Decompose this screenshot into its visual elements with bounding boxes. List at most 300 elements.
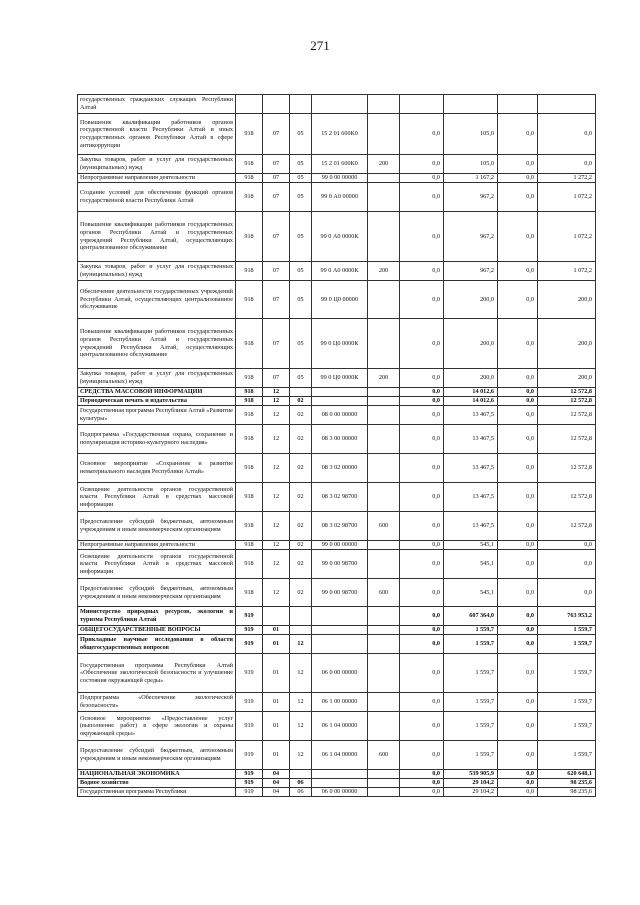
table-row — [78, 550, 596, 579]
row-subsection: 12 — [290, 712, 312, 741]
row-expense-type — [368, 425, 400, 454]
row-name: Непрограммные направления деятельности — [78, 541, 236, 550]
row-amount-4: 1 559,7 — [538, 741, 596, 770]
row-grbs: 919 — [236, 770, 263, 779]
row-section: 12 — [263, 406, 290, 425]
row-amount-2: 13 467,5 — [444, 483, 498, 512]
row-section: 07 — [263, 183, 290, 212]
row-grbs: 918 — [236, 212, 263, 262]
row-amount-4: 12 572,8 — [538, 512, 596, 541]
row-amount-1: 0,0 — [400, 114, 444, 155]
row-amount-1: 0,0 — [400, 712, 444, 741]
table-row — [78, 512, 596, 541]
row-target-article: 99 0 Ц0 0000К — [312, 369, 368, 388]
row-name: Повышение квалификации работников государственных органов Республики Алтай и государственных учреждений Республики Алтай, осуществляющих централизованное обслуживание — [78, 319, 236, 369]
row-expense-type — [368, 319, 400, 369]
row-name: Основное мероприятие «Сохранение и развитие нематериального наследия Республики Алтай» — [78, 454, 236, 483]
row-amount-2: 29 104,2 — [444, 779, 498, 788]
row-amount-3: 0,0 — [498, 281, 538, 319]
row-grbs: 919 — [236, 779, 263, 788]
row-amount-1: 0,0 — [400, 262, 444, 281]
row-section: 01 — [263, 626, 290, 635]
row-amount-2: 13 467,5 — [444, 425, 498, 454]
row-target-article: 99 0 А0 0000К — [312, 212, 368, 262]
row-amount-2: 200,0 — [444, 369, 498, 388]
row-amount-1: 0,0 — [400, 654, 444, 693]
row-amount-2: 14 012,6 — [444, 397, 498, 406]
row-amount-4: 1 559,7 — [538, 712, 596, 741]
row-expense-type — [368, 635, 400, 654]
row-target-article — [312, 626, 368, 635]
row-amount-1: 0,0 — [400, 626, 444, 635]
row-amount-1: 0,0 — [400, 550, 444, 579]
table-row — [78, 579, 596, 607]
row-grbs: 918 — [236, 388, 263, 397]
row-expense-type — [368, 454, 400, 483]
row-expense-type: 600 — [368, 741, 400, 770]
row-amount-1: 0,0 — [400, 369, 444, 388]
row-amount-3: 0,0 — [498, 406, 538, 425]
row-section: 07 — [263, 174, 290, 183]
row-subsection: 05 — [290, 183, 312, 212]
row-target-article: 99 0 Ц0 0000К — [312, 319, 368, 369]
row-amount-3: 0,0 — [498, 425, 538, 454]
row-subsection: 02 — [290, 483, 312, 512]
row-amount-3: 0,0 — [498, 212, 538, 262]
row-target-article: 08 0 00 00000 — [312, 406, 368, 425]
row-name: Создание условий для обеспечения функций органов государственной власти Республики Алтай — [78, 183, 236, 212]
row-target-article: 15 2 01 600К0 — [312, 155, 368, 174]
row-amount-4: 620 648,1 — [538, 770, 596, 779]
row-amount-1: 0,0 — [400, 741, 444, 770]
row-name: Обеспечение деятельности государственных учреждений Республики Алтай, осуществляющих централизованное обслуживание — [78, 281, 236, 319]
table-row — [78, 114, 596, 155]
row-expense-type — [368, 483, 400, 512]
table-row — [78, 425, 596, 454]
row-amount-2: 1 559,7 — [444, 712, 498, 741]
row-subsection: 05 — [290, 174, 312, 183]
row-subsection: 12 — [290, 693, 312, 712]
row-amount-3: 0,0 — [498, 770, 538, 779]
row-name: Государственная программа Республики — [78, 788, 236, 797]
row-amount-1: 0,0 — [400, 541, 444, 550]
row-section: 12 — [263, 483, 290, 512]
table-row — [78, 454, 596, 483]
row-amount-1: 0,0 — [400, 779, 444, 788]
row-subsection: 02 — [290, 397, 312, 406]
row-amount-1: 0,0 — [400, 512, 444, 541]
row-grbs: 918 — [236, 550, 263, 579]
row-target-article: 99 0 А0 0000К — [312, 262, 368, 281]
row-name: Предоставление субсидий бюджетным, автономным учреждениям и иным некоммерческим организациям — [78, 741, 236, 770]
table-row — [78, 693, 596, 712]
row-expense-type — [368, 607, 400, 626]
row-amount-3: 0,0 — [498, 626, 538, 635]
row-name: Закупка товаров, работ и услуг для государственных (муниципальных) нужд — [78, 155, 236, 174]
row-grbs: 918 — [236, 155, 263, 174]
row-amount-4: 12 572,8 — [538, 425, 596, 454]
table-row — [78, 183, 596, 212]
row-subsection: 05 — [290, 369, 312, 388]
row-amount-3: 0,0 — [498, 550, 538, 579]
row-subsection: 05 — [290, 319, 312, 369]
row-amount-2: 13 467,5 — [444, 512, 498, 541]
row-subsection: 02 — [290, 579, 312, 607]
row-amount-1: 0,0 — [400, 397, 444, 406]
table-row — [78, 388, 596, 397]
row-amount-2: 105,0 — [444, 155, 498, 174]
row-subsection — [290, 626, 312, 635]
row-section: 12 — [263, 541, 290, 550]
row-grbs: 918 — [236, 406, 263, 425]
row-amount-1: 0,0 — [400, 579, 444, 607]
row-target-article: 99 0 А0 00000 — [312, 183, 368, 212]
row-name: Закупка товаров, работ и услуг для государственных (муниципальных) нужд — [78, 262, 236, 281]
row-expense-type — [368, 712, 400, 741]
table-row — [78, 262, 596, 281]
table-row — [78, 712, 596, 741]
row-grbs: 918 — [236, 425, 263, 454]
row-name: Основное мероприятие «Предоставление услуг (выполнение работ) в сфере экологии и охраны окружающей среды» — [78, 712, 236, 741]
row-amount-3: 0,0 — [498, 319, 538, 369]
row-target-article: 08 3 02 98700 — [312, 483, 368, 512]
row-section — [263, 95, 290, 114]
row-amount-1: 0,0 — [400, 388, 444, 397]
row-expense-type: 600 — [368, 512, 400, 541]
row-amount-4: 1 559,7 — [538, 635, 596, 654]
row-amount-4: 12 572,8 — [538, 406, 596, 425]
table-row — [78, 741, 596, 770]
row-amount-2: 545,1 — [444, 550, 498, 579]
row-name: Прикладные научные исследования в области общегосударственных вопросов — [78, 635, 236, 654]
row-amount-2: 1 559,7 — [444, 654, 498, 693]
row-amount-4: 1 272,2 — [538, 174, 596, 183]
row-section: 07 — [263, 369, 290, 388]
row-amount-1: 0,0 — [400, 155, 444, 174]
row-grbs: 918 — [236, 483, 263, 512]
row-subsection: 12 — [290, 741, 312, 770]
row-subsection — [290, 388, 312, 397]
row-section: 04 — [263, 779, 290, 788]
row-expense-type: 200 — [368, 262, 400, 281]
row-subsection — [290, 607, 312, 626]
row-target-article — [312, 388, 368, 397]
row-grbs: 918 — [236, 369, 263, 388]
row-amount-3: 0,0 — [498, 454, 538, 483]
table-row — [78, 155, 596, 174]
row-amount-4 — [538, 95, 596, 114]
row-amount-3: 0,0 — [498, 635, 538, 654]
row-grbs: 919 — [236, 741, 263, 770]
row-grbs: 918 — [236, 281, 263, 319]
row-amount-2: 29 104,2 — [444, 788, 498, 797]
row-name: Подпрограмма «Обеспечение экологической безопасности» — [78, 693, 236, 712]
row-name: государственных гражданских служащих Республики Алтай — [78, 95, 236, 114]
row-amount-4: 0,0 — [538, 114, 596, 155]
row-expense-type — [368, 406, 400, 425]
table-row — [78, 406, 596, 425]
row-expense-type — [368, 779, 400, 788]
row-subsection — [290, 770, 312, 779]
row-section: 01 — [263, 654, 290, 693]
row-amount-1: 0,0 — [400, 281, 444, 319]
row-grbs: 918 — [236, 114, 263, 155]
table-row — [78, 779, 596, 788]
row-amount-2: 200,0 — [444, 319, 498, 369]
row-section: 01 — [263, 635, 290, 654]
table-row — [78, 397, 596, 406]
row-name: Повышение квалификации работников органов государственной власти Республики Алтай и иных государственных органов Республики Алтай в сфере антикоррупции — [78, 114, 236, 155]
row-amount-2: 13 467,5 — [444, 406, 498, 425]
row-name: Государственная программа Республики Алтай «Развитие культуры» — [78, 406, 236, 425]
table-row — [78, 626, 596, 635]
row-amount-3: 0,0 — [498, 741, 538, 770]
row-amount-4: 12 572,8 — [538, 483, 596, 512]
row-expense-type: 600 — [368, 579, 400, 607]
table-row — [78, 369, 596, 388]
row-amount-4: 763 953,2 — [538, 607, 596, 626]
row-amount-4: 200,0 — [538, 281, 596, 319]
row-amount-1: 0,0 — [400, 183, 444, 212]
row-amount-3: 0,0 — [498, 174, 538, 183]
row-section: 12 — [263, 425, 290, 454]
row-expense-type: 200 — [368, 155, 400, 174]
row-expense-type — [368, 541, 400, 550]
row-expense-type — [368, 212, 400, 262]
row-section: 01 — [263, 693, 290, 712]
row-target-article — [312, 770, 368, 779]
table-row — [78, 788, 596, 797]
row-section: 07 — [263, 319, 290, 369]
row-grbs: 918 — [236, 397, 263, 406]
row-target-article — [312, 635, 368, 654]
row-amount-1: 0,0 — [400, 635, 444, 654]
row-amount-2: 545,1 — [444, 541, 498, 550]
row-name: Периодическая печать и издательства — [78, 397, 236, 406]
row-expense-type — [368, 397, 400, 406]
table-row — [78, 319, 596, 369]
row-amount-2: 14 012,6 — [444, 388, 498, 397]
row-subsection: 05 — [290, 212, 312, 262]
budget-table — [77, 94, 596, 797]
row-amount-3: 0,0 — [498, 155, 538, 174]
row-amount-1: 0,0 — [400, 425, 444, 454]
row-amount-4: 98 235,6 — [538, 788, 596, 797]
row-subsection: 06 — [290, 788, 312, 797]
row-grbs: 919 — [236, 626, 263, 635]
table-row — [78, 635, 596, 654]
row-target-article: 06 1 04 00000 — [312, 712, 368, 741]
row-amount-3: 0,0 — [498, 397, 538, 406]
row-grbs — [236, 95, 263, 114]
row-name: Государственная программа Республики Алтай «Обеспечение экологической безопасности и улучшение состояния окружающей среды» — [78, 654, 236, 693]
row-expense-type — [368, 114, 400, 155]
row-amount-1: 0,0 — [400, 788, 444, 797]
row-amount-4: 0,0 — [538, 579, 596, 607]
row-name: Предоставление субсидий бюджетным, автономным учреждениям и иным некоммерческим организациям — [78, 579, 236, 607]
row-subsection: 05 — [290, 262, 312, 281]
row-grbs: 919 — [236, 607, 263, 626]
row-target-article — [312, 779, 368, 788]
row-section: 12 — [263, 512, 290, 541]
row-expense-type — [368, 95, 400, 114]
row-amount-3: 0,0 — [498, 512, 538, 541]
row-section: 07 — [263, 155, 290, 174]
row-expense-type — [368, 183, 400, 212]
row-name: НАЦИОНАЛЬНАЯ ЭКОНОМИКА — [78, 770, 236, 779]
row-amount-1: 0,0 — [400, 770, 444, 779]
row-target-article: 15 2 01 600К0 — [312, 114, 368, 155]
row-target-article: 08 3 02 98700 — [312, 512, 368, 541]
row-subsection: 02 — [290, 425, 312, 454]
row-amount-4: 1 559,7 — [538, 693, 596, 712]
row-amount-2: 1 559,7 — [444, 693, 498, 712]
row-target-article: 08 3 02 00000 — [312, 454, 368, 483]
row-amount-2: 967,2 — [444, 183, 498, 212]
row-target-article: 08 3 00 00000 — [312, 425, 368, 454]
row-section: 04 — [263, 770, 290, 779]
row-section: 07 — [263, 262, 290, 281]
row-amount-4: 1 072,2 — [538, 262, 596, 281]
row-amount-3: 0,0 — [498, 183, 538, 212]
row-grbs: 918 — [236, 319, 263, 369]
row-amount-4: 1 559,7 — [538, 626, 596, 635]
row-subsection: 02 — [290, 550, 312, 579]
row-amount-3: 0,0 — [498, 654, 538, 693]
row-section: 07 — [263, 212, 290, 262]
row-target-article — [312, 397, 368, 406]
page-number: 271 — [310, 38, 330, 53]
row-section: 12 — [263, 397, 290, 406]
row-amount-2: 607 364,0 — [444, 607, 498, 626]
row-expense-type — [368, 174, 400, 183]
table-row — [78, 541, 596, 550]
row-amount-4: 12 572,8 — [538, 454, 596, 483]
row-target-article: 99 0 00 98700 — [312, 550, 368, 579]
row-amount-1: 0,0 — [400, 174, 444, 183]
row-subsection: 06 — [290, 779, 312, 788]
row-amount-3: 0,0 — [498, 712, 538, 741]
row-name: Непрограммные направления деятельности — [78, 174, 236, 183]
row-grbs: 919 — [236, 788, 263, 797]
row-target-article: 99 0 00 98700 — [312, 579, 368, 607]
row-amount-3: 0,0 — [498, 541, 538, 550]
row-expense-type — [368, 626, 400, 635]
row-section: 07 — [263, 281, 290, 319]
row-amount-1: 0,0 — [400, 607, 444, 626]
row-amount-1: 0,0 — [400, 319, 444, 369]
row-target-article: 06 0 00 00000 — [312, 788, 368, 797]
row-name: Повышение квалификации работников государственных органов Республики Алтай и государственных учреждений Республики Алтай, осуществляющих централизованное обслуживание — [78, 212, 236, 262]
row-grbs: 918 — [236, 579, 263, 607]
row-amount-3: 0,0 — [498, 483, 538, 512]
row-section: 12 — [263, 579, 290, 607]
row-amount-4: 1 072,2 — [538, 212, 596, 262]
row-grbs: 919 — [236, 654, 263, 693]
row-amount-1: 0,0 — [400, 212, 444, 262]
row-amount-2: 13 467,5 — [444, 454, 498, 483]
table-row — [78, 212, 596, 262]
row-name: Освещение деятельности органов государственной власти Республики Алтай в средствах массовой информации — [78, 483, 236, 512]
row-amount-3: 0,0 — [498, 693, 538, 712]
row-amount-1: 0,0 — [400, 483, 444, 512]
row-grbs: 919 — [236, 693, 263, 712]
row-subsection: 02 — [290, 454, 312, 483]
row-target-article: 99 0 Ц0 00000 — [312, 281, 368, 319]
row-grbs: 918 — [236, 174, 263, 183]
row-expense-type — [368, 770, 400, 779]
row-amount-4: 12 572,8 — [538, 388, 596, 397]
table-row — [78, 654, 596, 693]
row-subsection: 02 — [290, 512, 312, 541]
table-row — [78, 483, 596, 512]
row-name: Предоставление субсидий бюджетным, автономным учреждениям и иным некоммерческим организациям — [78, 512, 236, 541]
row-subsection: 02 — [290, 541, 312, 550]
row-amount-3: 0,0 — [498, 388, 538, 397]
row-amount-3: 0,0 — [498, 788, 538, 797]
row-subsection: 05 — [290, 114, 312, 155]
row-expense-type — [368, 388, 400, 397]
row-amount-2: 539 905,9 — [444, 770, 498, 779]
row-amount-1: 0,0 — [400, 454, 444, 483]
row-target-article: 99 0 00 00000 — [312, 541, 368, 550]
row-section: 04 — [263, 788, 290, 797]
row-amount-2: 1 559,7 — [444, 741, 498, 770]
row-target-article — [312, 95, 368, 114]
row-grbs: 918 — [236, 512, 263, 541]
row-amount-4: 98 235,6 — [538, 779, 596, 788]
row-amount-1 — [400, 95, 444, 114]
row-subsection: 12 — [290, 635, 312, 654]
row-amount-3: 0,0 — [498, 779, 538, 788]
row-name: Водное хозяйство — [78, 779, 236, 788]
row-section: 01 — [263, 741, 290, 770]
row-section: 07 — [263, 114, 290, 155]
row-amount-3 — [498, 95, 538, 114]
row-amount-3: 0,0 — [498, 262, 538, 281]
row-grbs: 919 — [236, 712, 263, 741]
row-subsection: 02 — [290, 406, 312, 425]
row-section — [263, 607, 290, 626]
row-amount-3: 0,0 — [498, 579, 538, 607]
row-amount-3: 0,0 — [498, 114, 538, 155]
row-name: СРЕДСТВА МАССОВОЙ ИНФОРМАЦИИ — [78, 388, 236, 397]
row-grbs: 919 — [236, 635, 263, 654]
row-subsection: 12 — [290, 654, 312, 693]
row-target-article: 06 0 00 00000 — [312, 654, 368, 693]
row-amount-4: 0,0 — [538, 155, 596, 174]
row-expense-type — [368, 693, 400, 712]
row-grbs: 918 — [236, 454, 263, 483]
row-section: 01 — [263, 712, 290, 741]
row-amount-2: 105,0 — [444, 114, 498, 155]
row-target-article — [312, 607, 368, 626]
row-subsection — [290, 95, 312, 114]
row-name: ОБЩЕГОСУДАРСТВЕННЫЕ ВОПРОСЫ — [78, 626, 236, 635]
row-amount-3: 0,0 — [498, 369, 538, 388]
row-amount-3: 0,0 — [498, 607, 538, 626]
row-amount-4: 200,0 — [538, 369, 596, 388]
row-target-article: 06 1 04 00000 — [312, 741, 368, 770]
row-amount-2 — [444, 95, 498, 114]
row-name: Закупка товаров, работ и услуг для государственных (муниципальных) нужд — [78, 369, 236, 388]
row-expense-type — [368, 788, 400, 797]
row-target-article: 99 0 00 00000 — [312, 174, 368, 183]
row-name: Министерство природных ресурсов, экологии и туризма Республики Алтай — [78, 607, 236, 626]
row-amount-4: 1 072,2 — [538, 183, 596, 212]
table-row — [78, 607, 596, 626]
row-amount-1: 0,0 — [400, 406, 444, 425]
